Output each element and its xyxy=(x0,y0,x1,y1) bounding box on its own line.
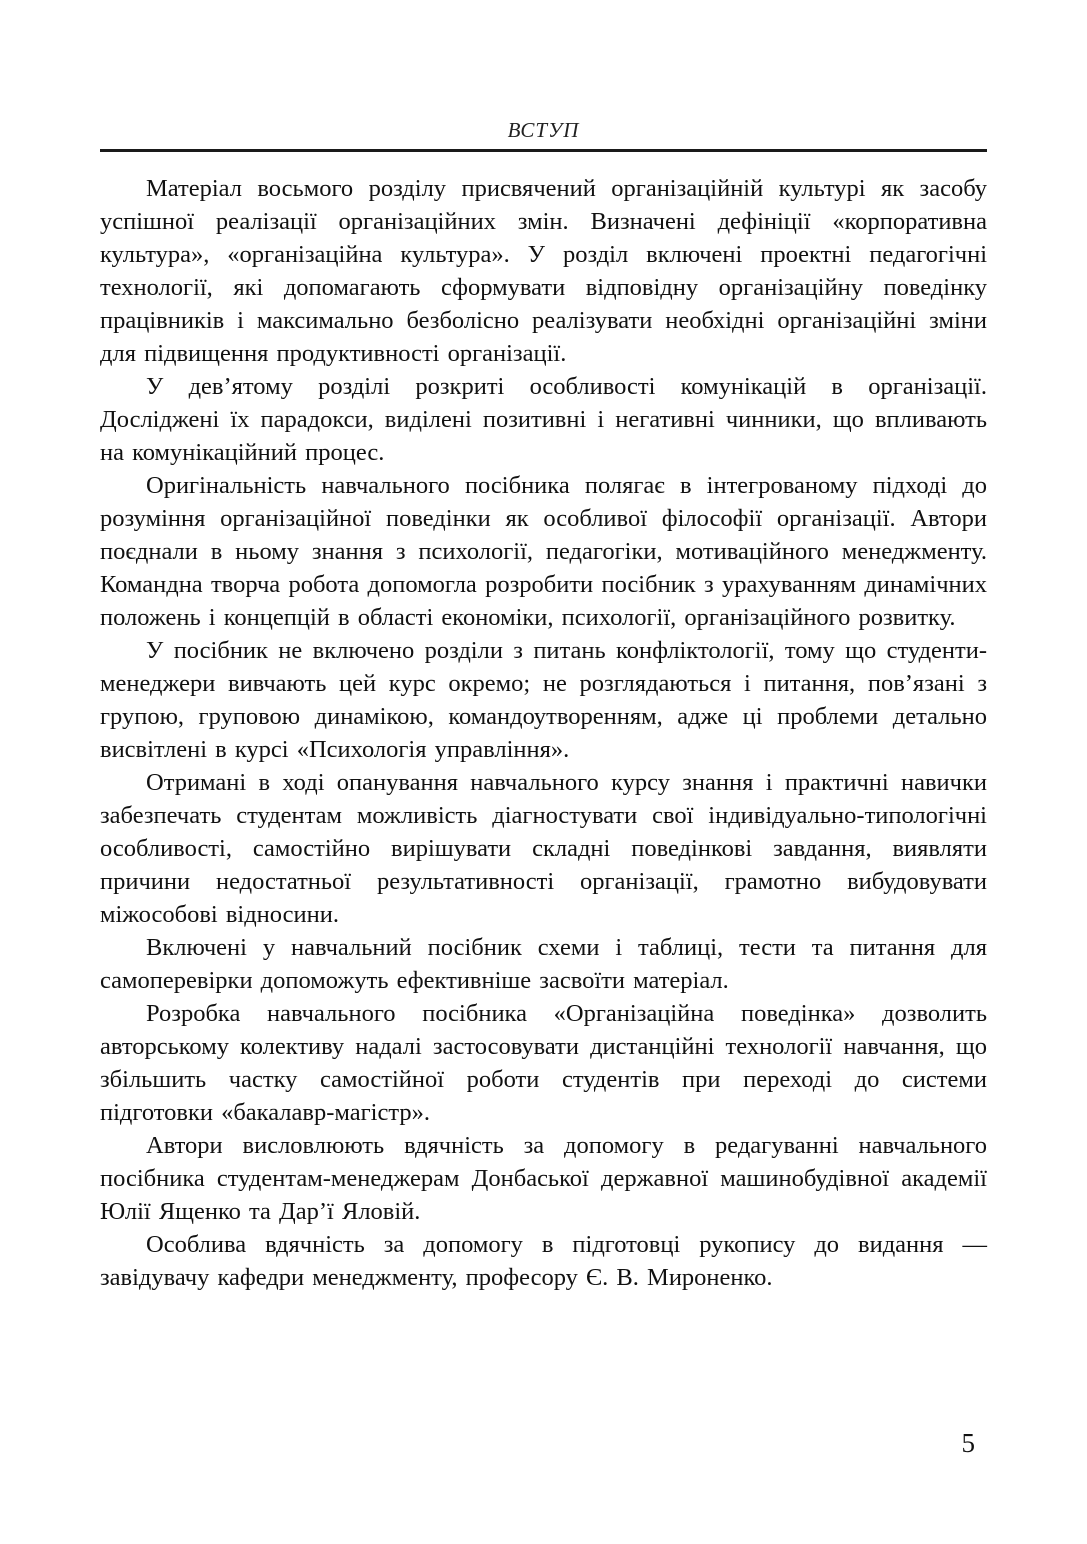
paragraph: Особлива вдячність за допомогу в підготовці рукопису до видання — завідувачу кафедри менеджменту, професору Є. В. Мироненко. xyxy=(100,1231,987,1291)
header-divider xyxy=(100,149,987,152)
paragraph: Розробка навчального посібника «Організаційна поведінка» дозволить авторському колективу надалі застосовувати дистанційні технології навчання, що збільшить частку самостійної роботи студентів при переході до системи підготовки «бакалавр-магістр». xyxy=(100,1000,987,1126)
paragraph: Отримані в ході опанування навчального курсу знання і практичні навички забезпечать студентам можливість діагностувати свої індивідуально-типологічні особливості, самостійно вирішувати складні поведінкові завдання, виявляти причини недостатньої результативності організації, грамотно вибудовувати міжособові відносини. xyxy=(100,769,987,928)
paragraph: Включені у навчальний посібник схеми і таблиці, тести та питання для самоперевірки допоможуть ефективніше засвоїти матеріал. xyxy=(100,934,987,994)
page-header xyxy=(100,118,987,152)
page-number: 5 xyxy=(961,1428,975,1458)
paragraph: Матеріал восьмого розділу присвячений організаційній культурі як засобу успішної реалізації організаційних змін. Визначені дефініції «корпоративна культура», «організаційна культура». У розділ включені проектні педагогічні технології, які допомагають сформувати відповідну організаційну поведінку працівників і максимально безболісно реалізувати необхідні організаційні зміни для підвищення продуктивності організації. xyxy=(100,175,987,367)
paragraph: Автори висловлюють вдячність за допомогу в редагуванні навчального посібника студентам-менеджерам Донбаської державної машинобудівної академії Юлії Ященко та Дар’ї Яловій. xyxy=(100,1132,987,1225)
paragraph: У дев’ятому розділі розкриті особливості комунікацій в організації. Досліджені їх парадокси, виділені позитивні і негативні чинники, що впливають на комунікаційний процес. xyxy=(100,373,987,466)
page-content xyxy=(100,172,987,1294)
chapter-title: ВСТУП xyxy=(507,118,580,142)
paragraph: У посібник не включено розділи з питань конфліктології, тому що студенти-менеджери вивчають цей курс окремо; не розглядаються і питання, пов’язані з групою, груповою динамікою, командоутворенням, адже ці проблеми детально висвітлені в курсі «Психологія управління». xyxy=(100,637,987,763)
paragraph: Оригінальність навчального посібника полягає в інтегрованому підході до розуміння організаційної поведінки як особливої філософії організації. Автори поєднали в ньому знання з психології, педагогіки, мотиваційного менеджменту. Командна творча робота допомогла розробити посібник з урахуванням динамічних положень і концепцій в області економіки, психології, організаційного розвитку. xyxy=(100,472,987,631)
